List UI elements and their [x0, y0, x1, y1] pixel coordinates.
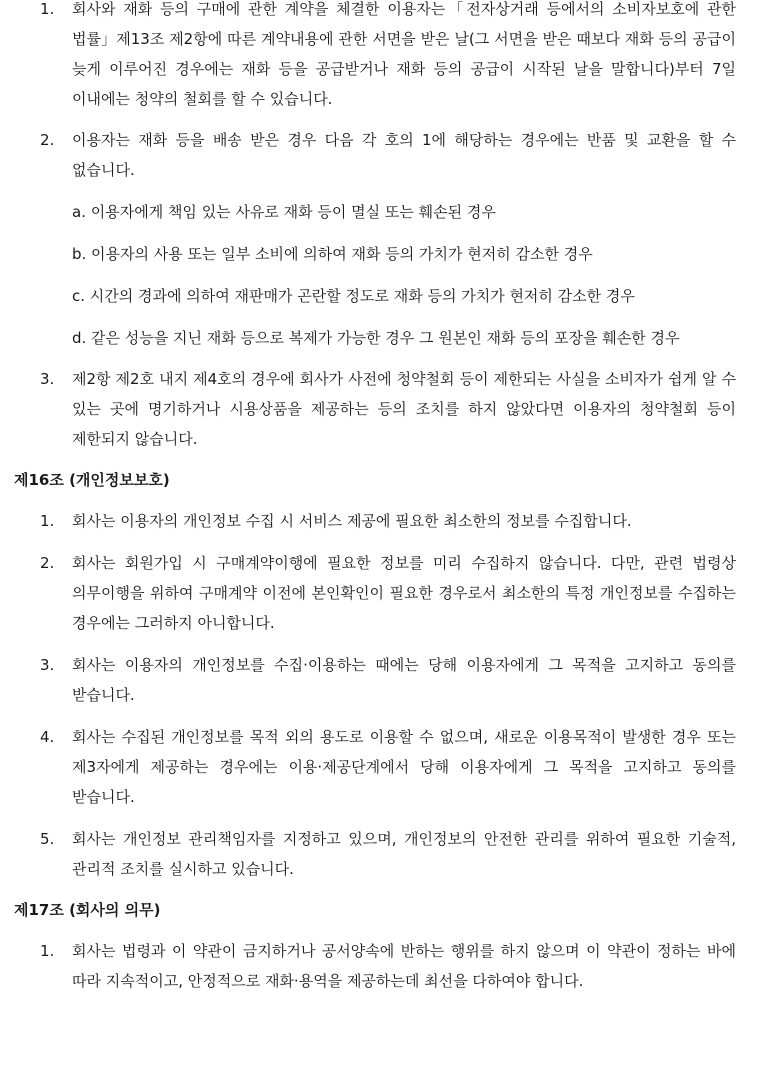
list-item [12, 824, 736, 884]
item-number: 1. [40, 512, 55, 530]
list-item [12, 936, 736, 996]
item-text: 회사와 재화 등의 구매에 관한 계약을 체결한 이용자는「전자상거래 등에서의 소비자보호에 관한 법률」제13조 제2항에 따른 계약내용에 관한 서면을 받은 날(그 서면을 받은 때보다 재화 등의 공급이 늦게 이루어진 경우에는 재화 등을 공급받거나 재화 등의 공급이 시작된 날을 말합니다)부터 7일 이내에는 청약의 철회를 할 수 있습니다. [72, 0, 736, 108]
item-number: 5. [40, 830, 55, 848]
item-number: 2. [40, 554, 55, 572]
item-text: 회사는 이용자의 개인정보 수집 시 서비스 제공에 필요한 최소한의 정보를 수집합니다. [72, 512, 632, 530]
item-text: 회사는 법령과 이 약관이 금지하거나 공서양속에 반하는 행위를 하지 않으며 이 약관이 정하는 바에 따라 지속적이고, 안정적으로 재화·용역을 제공하는데 최선을 다하여야 합니다. [72, 942, 736, 990]
item-text: 제2항 제2호 내지 제4호의 경우에 회사가 사전에 청약철회 등이 제한되는 사실을 소비자가 쉽게 알 수 있는 곳에 명기하거나 시용상품을 제공하는 등의 조치를 하지 않았다면 이용자의 청약철회 등이 제한되지 않습니다. [72, 370, 736, 448]
item-text: 회사는 이용자의 개인정보를 수집·이용하는 때에는 당해 이용자에게 그 목적을 고지하고 동의를 받습니다. [72, 656, 736, 704]
item-number: 2. [40, 131, 55, 149]
sub-item: b. 이용자의 사용 또는 일부 소비에 의하여 재화 등의 가치가 현저히 감소한 경우 [72, 245, 593, 263]
list-item [12, 548, 736, 638]
list-item [12, 0, 736, 114]
list-item [12, 650, 736, 710]
list-item [12, 506, 736, 536]
section-heading: 제17조 (회사의 의무) [14, 901, 161, 919]
item-number: 3. [40, 656, 55, 674]
sub-item: c. 시간의 경과에 의하여 재판매가 곤란할 정도로 재화 등의 가치가 현저히 감소한 경우 [72, 287, 635, 305]
item-number: 4. [40, 728, 55, 746]
list-item [12, 722, 736, 812]
item-number: 1. [40, 0, 55, 18]
item-text: 이용자는 재화 등을 배송 받은 경우 다음 각 호의 1에 해당하는 경우에는 반품 및 교환을 할 수 없습니다. [72, 131, 736, 179]
list-item [12, 125, 736, 185]
sub-item: a. 이용자에게 책임 있는 사유로 재화 등이 멸실 또는 훼손된 경우 [72, 203, 496, 221]
list-item [12, 364, 736, 454]
item-number: 1. [40, 942, 55, 960]
item-number: 3. [40, 370, 55, 388]
item-text: 회사는 수집된 개인정보를 목적 외의 용도로 이용할 수 없으며, 새로운 이용목적이 발생한 경우 또는 제3자에게 제공하는 경우에는 이용·제공단계에서 당해 이용자에게 그 목적을 고지하고 동의를 받습니다. [72, 728, 736, 806]
sub-item: d. 같은 성능을 지닌 재화 등으로 복제가 가능한 경우 그 원본인 재화 등의 포장을 훼손한 경우 [72, 329, 680, 347]
section-heading: 제16조 (개인정보보호) [14, 471, 170, 489]
item-text: 회사는 개인정보 관리책임자를 지정하고 있으며, 개인정보의 안전한 관리를 위하여 필요한 기술적, 관리적 조치를 실시하고 있습니다. [72, 830, 736, 878]
item-text: 회사는 회원가입 시 구매계약이행에 필요한 정보를 미리 수집하지 않습니다. 다만, 관련 법령상 의무이행을 위하여 구매계약 이전에 본인확인이 필요한 경우로서 최소한의 특정 개인정보를 수집하는 경우에는 그러하지 아니합니다. [72, 554, 736, 632]
